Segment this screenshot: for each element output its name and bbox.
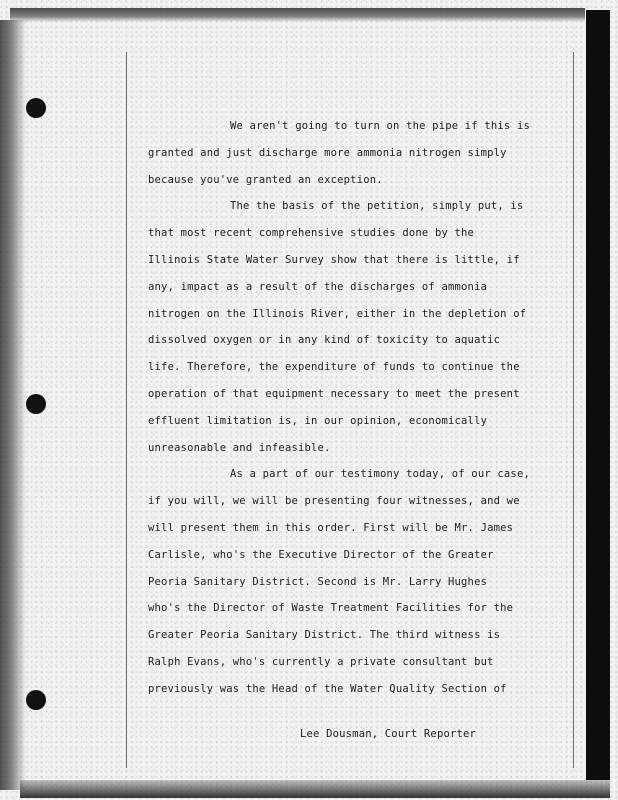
left-scan-shadow (0, 20, 26, 790)
transcript-line: previously was the Head of the Water Quality Section of (148, 682, 507, 695)
transcript-line: effluent limitation is, in our opinion, economically (148, 414, 488, 427)
bottom-scan-edge (20, 780, 610, 798)
punch-hole-middle (26, 394, 46, 414)
transcript-line: who's the Director of Waste Treatment Facilities for the (148, 602, 514, 615)
transcript-line: dissolved oxygen or in any kind of toxicity to aquatic (148, 334, 501, 347)
punch-hole-bottom (26, 690, 46, 710)
transcript-line: operation of that equipment necessary to meet the present (148, 387, 520, 400)
transcript-line: Ralph Evans, who's currently a private consultant but (148, 655, 494, 668)
transcript-line: if you will, we will be presenting four witnesses, and we (148, 495, 520, 508)
transcript-line: Carlisle, who's the Executive Director of the Greater (148, 548, 494, 561)
transcript-line: We aren't going to turn on the pipe if this is (230, 120, 530, 132)
transcript-line: because you've granted an exception. (148, 173, 383, 186)
transcript-line: that most recent comprehensive studies done by the (148, 227, 475, 240)
transcript-line: life. Therefore, the expenditure of funds to continue the (148, 361, 520, 374)
transcript-line: The the basis of the petition, simply put, is (230, 200, 524, 213)
transcript-line: unreasonable and infeasible. (148, 441, 331, 454)
transcript-line: Peoria Sanitary District. Second is Mr. Larry Hughes (148, 575, 488, 588)
transcript-line: Illinois State Water Survey show that there is little, if (148, 253, 520, 266)
transcript-line: will present them in this order. First will be Mr. James (148, 521, 514, 534)
transcript-line: any, impact as a result of the discharges of ammonia (148, 280, 488, 293)
transcript-line: granted and just discharge more ammonia nitrogen simply (148, 146, 507, 159)
court-reporter-footer: Lee Dousman, Court Reporter (300, 728, 477, 740)
transcript-line: nitrogen on the Illinois River, either in the depletion of (148, 307, 527, 320)
punch-hole-top (26, 98, 46, 118)
transcript-line: As a part of our testimony today, of our case, (230, 468, 530, 481)
transcript-line: Greater Peoria Sanitary District. The third witness is (148, 629, 501, 642)
transcript-body (148, 113, 568, 703)
right-scan-edge (586, 10, 610, 780)
top-scan-edge (10, 8, 585, 22)
